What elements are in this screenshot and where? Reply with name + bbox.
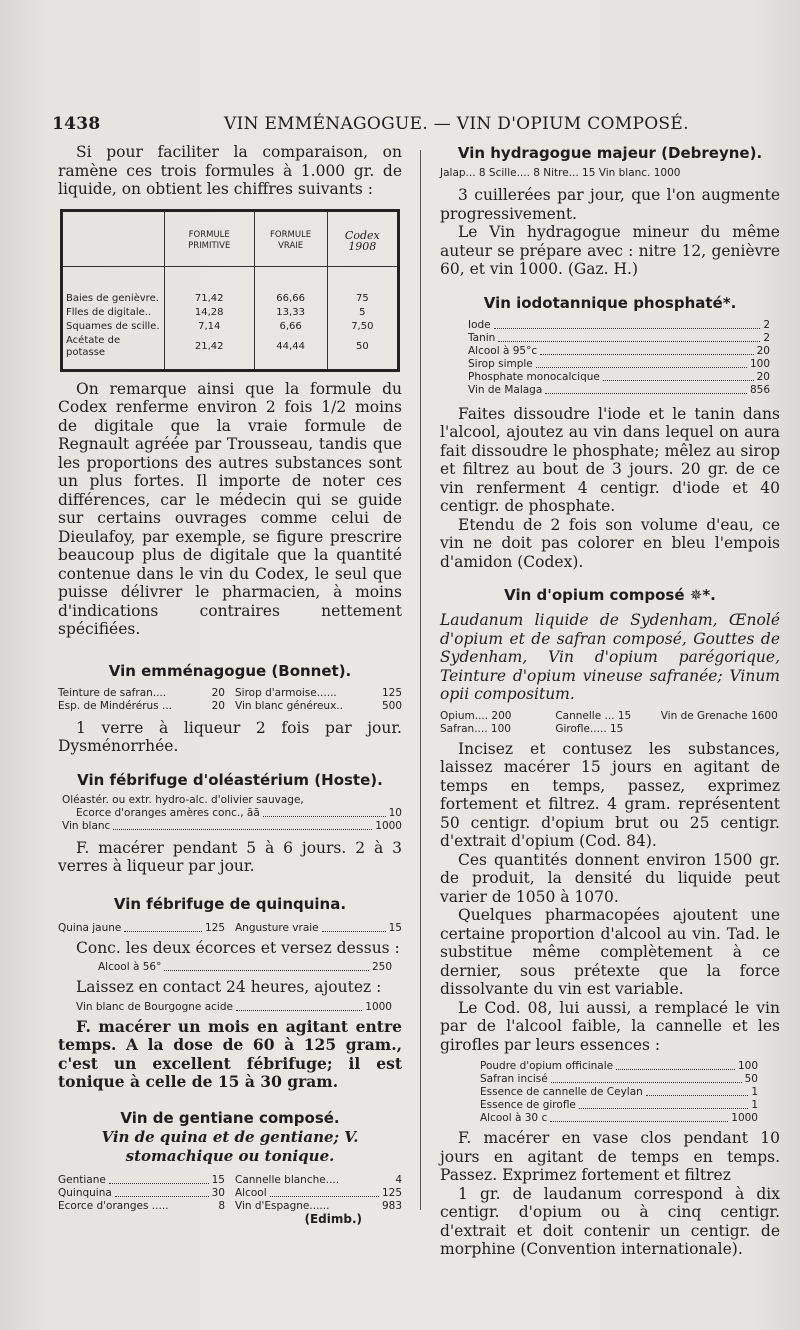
ingredient: Cannelle ... 15 bbox=[555, 709, 632, 722]
ingredient: Teinture de safran.... 20 bbox=[58, 686, 225, 699]
running-title: VIN EMMÉNAGOGUE. — VIN D'OPIUM COMPOSÉ. bbox=[224, 114, 689, 134]
table-row bbox=[63, 320, 397, 334]
ingredient: Esp. de Mindérérus ... 20 bbox=[58, 699, 225, 712]
recipe-text: F. macérer pendant 5 à 6 jours. 2 à 3 verres à liqueur par jour. bbox=[58, 838, 402, 875]
section-title: Vin fébrifuge de quinquina. bbox=[113, 894, 347, 913]
page-number: 1438 bbox=[52, 114, 101, 134]
remark-paragraph: On remarque ainsi que la formule du Codex renferme environ 2 fois 1/2 moins de digitale que la vraie formule de Regnault agréée par Trousseau, tandis que les proportions des autres substances sont un plus fortes. Il importe de noter ces différences, car le médecin qui se guide sur certains ouvrages comme celui de Dieulafoy, par exemple, se figure prescrire beaucoup plus de digitale que la quantité contenue dans le vin du Codex, le seul que puisse délivrer le pharmacien, à moins d'indications contraires nettement spécifiées. bbox=[58, 379, 402, 638]
ingredient: Girofle..... 15 bbox=[555, 722, 624, 735]
table-cell: Flles de digitale.. bbox=[66, 306, 152, 318]
ingredient: Alcool à 30 c 1000 bbox=[480, 1112, 758, 1124]
table-cell: 6,66 bbox=[254, 320, 327, 334]
ingredient: Sirop simple 100 bbox=[468, 357, 770, 370]
ingredient: Cannelle blanche.... 4 bbox=[235, 1173, 402, 1186]
recipe-ingredients bbox=[480, 1060, 758, 1125]
ingredient: Opium.... 200 bbox=[440, 709, 512, 722]
recipe-text: Le Cod. 08, lui aussi, a remplacé le vin par de l'alcool faible, la cannelle et les girofles par leurs essences : bbox=[440, 998, 780, 1054]
recipe-text: Ces quantités donnent environ 1500 gr. de produit, la densité du liquide peut varier de 1050 à 1070. bbox=[440, 850, 780, 906]
table-row bbox=[63, 334, 397, 369]
table-cell: Acétate de potasse bbox=[66, 334, 121, 358]
section-title: Vin fébrifuge d'oléastérium (Hoste). bbox=[77, 770, 383, 789]
ingredient: Safran.... 100 bbox=[440, 722, 511, 735]
section-title: Vin iodotannique phosphaté*. bbox=[483, 293, 737, 312]
page-header bbox=[52, 114, 772, 138]
table-header: FORMULE VRAIE bbox=[254, 212, 327, 267]
right-column bbox=[440, 143, 780, 1259]
ingredient: Phosphate monocalcique 20 bbox=[468, 370, 770, 383]
recipe-text: Faites dissoudre l'iode et le tanin dans l'alcool, ajoutez au vin dans lequel on aura fait dissoudre le phosphate; mêlez au sirop et filtrez au bout de 3 jours. 20 gr. de ce vin renferment 4 centigr. d'iode et 40 centigr. de phosphate. bbox=[440, 404, 780, 515]
table-cell: 50 bbox=[327, 334, 397, 369]
column-divider bbox=[420, 150, 421, 1210]
recipe-text: Incisez et contusez les substances, laissez macérer 15 jours en agitant de temps en temps, passez, exprimez fortement et filtrez. 4 gram. représentent 50 centigr. d'opium brut ou 25 centigr. d'extrait d'opium (Cod. 84). bbox=[440, 739, 780, 850]
recipe-text: 3 cuillerées par jour, que l'on augmente progressivement. bbox=[440, 186, 780, 223]
left-column bbox=[58, 143, 402, 1226]
recipe-text: F. macérer en vase clos pendant 10 jours en agitant de temps en temps. Passez. Exprimez fortement et filtrez bbox=[440, 1129, 780, 1184]
table-row bbox=[63, 306, 397, 320]
section-title: Vin emménagogue (Bonnet). bbox=[108, 661, 352, 680]
ingredient: Vin de Grenache 1600 bbox=[660, 709, 778, 722]
ingredient: Sirop d'armoise...... 125 bbox=[235, 686, 402, 699]
ingredient: Vin blanc 1000 bbox=[62, 819, 402, 832]
ingredient bbox=[661, 723, 780, 736]
recipe-ingredients bbox=[440, 710, 780, 736]
table-cell: Squames de scille. bbox=[66, 320, 160, 332]
ingredient: Oléastér. ou extr. hydro-alc. d'olivier sauvage, bbox=[62, 793, 304, 806]
table-header: Codex 1908 bbox=[327, 212, 397, 267]
comparison-table bbox=[60, 209, 400, 372]
table-header-row bbox=[63, 212, 397, 267]
table-row bbox=[63, 266, 397, 306]
recipe-text: Conc. les deux écorces et versez dessus : bbox=[76, 938, 400, 957]
table-cell: 14,28 bbox=[164, 306, 254, 320]
recipe-text: 1 gr. de laudanum correspond à dix centigr. d'opium ou à cinq centigr. d'extrait et doit contenir un centigr. de morphine (Convention internationale). bbox=[440, 1184, 780, 1258]
ingredient: Quinquina 30 bbox=[58, 1186, 225, 1199]
recipe-text: Etendu de 2 fois son volume d'eau, ce vin ne doit pas colorer en bleu l'empois d'amidon (Codex). bbox=[440, 515, 780, 571]
table-header: FORMULE PRIMITIVE bbox=[164, 212, 254, 267]
table-cell: 13,33 bbox=[254, 306, 327, 320]
table-cell: 5 bbox=[327, 306, 397, 320]
ingredient: Vin blanc généreux.. 500 bbox=[235, 699, 402, 712]
section-subtitle: Vin de quina et de gentiane; V. stomachique ou tonique. bbox=[101, 1127, 359, 1165]
table-cell: 21,42 bbox=[164, 334, 254, 369]
ingredient: Gentiane 15 bbox=[58, 1173, 225, 1186]
table-cell: 71,42 bbox=[164, 266, 254, 306]
recipe-ingredients bbox=[468, 319, 770, 397]
section-title: Vin d'opium composé ✵*. bbox=[504, 586, 716, 604]
recipe-ingredients bbox=[58, 794, 402, 833]
ingredient: Alcool à 95°c 20 bbox=[468, 344, 770, 357]
ingredient: Vin blanc de Bourgogne acide 1000 bbox=[76, 1000, 392, 1013]
section-title: Vin hydragogue majeur (Debreyne). bbox=[457, 144, 763, 162]
ingredient: Vin de Malaga 856 bbox=[468, 383, 770, 396]
recipe-text: Le Vin hydragogue mineur du même auteur se prépare avec : nitre 12, genièvre 60, et vin 1000. (Gaz. H.) bbox=[440, 223, 780, 278]
ingredient: Tanin 2 bbox=[468, 331, 770, 344]
ingredient: Ecorce d'oranges amères conc., āā 10 bbox=[76, 806, 402, 819]
table-cell: 44,44 bbox=[254, 334, 327, 369]
recipe-ingredients: Jalap... 8 Scille.... 8 Nitre... 15 Vin blanc. 1000 bbox=[440, 167, 681, 179]
ingredient: Vin d'Espagne...... 983 bbox=[235, 1199, 402, 1212]
source-citation: (Edimb.) bbox=[304, 1211, 362, 1226]
dosage-text: 1 verre à liqueur 2 fois par jour. Dysménorrhée. bbox=[58, 718, 402, 755]
table-cell: 7,14 bbox=[164, 320, 254, 334]
section-title: Vin de gentiane composé. bbox=[120, 1108, 340, 1127]
table-header bbox=[63, 212, 164, 267]
recipe-ingredients bbox=[58, 1174, 402, 1213]
intro-paragraph: Si pour faciliter la comparaison, on ramène ces trois formules à 1.000 gr. de liquide, on obtient les chiffres suivants : bbox=[58, 143, 402, 198]
ingredient: Ecorce d'oranges ..... 8 bbox=[58, 1199, 225, 1212]
table-cell: 66,66 bbox=[254, 266, 327, 306]
table-cell: 75 bbox=[327, 266, 397, 306]
recipe-text: Laissez en contact 24 heures, ajoutez : bbox=[76, 978, 382, 996]
ingredient: Angusture vraie 15 bbox=[235, 921, 402, 934]
table-cell: 7,50 bbox=[327, 320, 397, 334]
table-cell: Baies de genièvre. bbox=[66, 292, 159, 304]
ingredient: Iode 2 bbox=[468, 318, 770, 331]
ingredient: Essence de girofle 1 bbox=[480, 1099, 758, 1111]
recipe-text: Quelques pharmacopées ajoutent une certaine proportion d'alcool au vin. Tad. le substitue même complètement à ce dernier, sous prétexte que la force dissolvante du vin est variable. bbox=[440, 906, 780, 998]
ingredient: Alcool à 56° 250 bbox=[98, 961, 392, 973]
section-synonyms: Laudanum liquide de Sydenham, Œnolé d'opium et de safran composé, Gouttes de Sydenham, Vin d'opium parégorique, Teinture d'opium vineuse safranée; Vinum opii compositum. bbox=[440, 611, 780, 703]
ingredient: Quina jaune 125 bbox=[58, 921, 225, 934]
ingredient: Alcool 125 bbox=[235, 1186, 402, 1199]
ingredient: Safran incisé 50 bbox=[480, 1073, 758, 1085]
recipe-text: F. macérer un mois en agitant entre temps. A la dose de 60 à 125 gram., c'est un excellent fébrifuge; il est tonique à celle de 15 à 30 gram. bbox=[58, 1016, 402, 1091]
recipe-ingredients bbox=[58, 922, 402, 935]
recipe-ingredients bbox=[58, 687, 402, 713]
ingredient: Poudre d'opium officinale 100 bbox=[480, 1060, 758, 1072]
ingredient: Essence de cannelle de Ceylan 1 bbox=[480, 1086, 758, 1098]
